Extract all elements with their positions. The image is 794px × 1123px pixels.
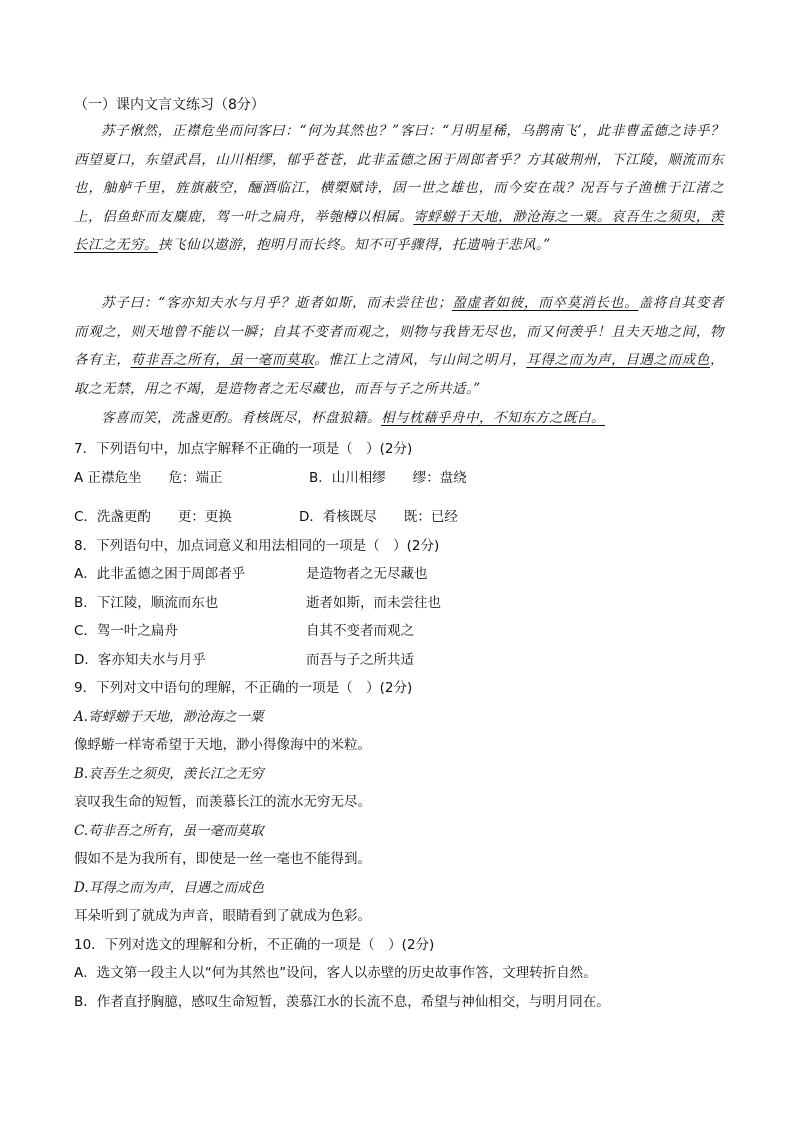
p1-text-a: 苏子愀然，正襟危坐而问客曰：“何为其然也？”客曰：“月明星稀，乌鹊南飞’，此非曹孟德之诗乎？西望夏口，东望武昌，山川相缪，郁乎苍苍，此非孟德之困于周郎者乎？方其破荆州，下江陵，顺流而东也，舳舻千里，旌旗蔽空，酾酒临江，横槊赋诗，固一世之雄也，而今安在哉？况吾与子渔樵于江渚之上，侣鱼虾而友麋鹿，驾一叶之扁舟，举匏樽以相属。 [74, 123, 724, 225]
q7-stem: 7．下列语句中，加点字解释不正确的一项是（ ）(2分) [74, 441, 413, 457]
passage-paragraph-3 [74, 404, 724, 433]
passage-paragraph-2 [74, 289, 724, 403]
q10-option-b[interactable]: B．作者直抒胸臆，感叹生命短暂，羡慕江水的长流不息，希望与神仙相交，与明月同在。 [74, 994, 610, 1010]
q8-a-right: 是造物者之无尽藏也 [306, 566, 428, 582]
q9-option-a-explain: 像蜉蝣一样寄希望于天地，渺小得像海中的米粒。 [74, 737, 371, 753]
q10-option-a[interactable]: A．选文第一段主人以“何为其然也”设问，客人以赤壁的历史故事作答，文理转折自然。 [74, 965, 597, 981]
p2-text-a: 苏子曰：“客亦知夫水与月乎？逝者如斯，而未尝往也； [101, 295, 452, 311]
p1-underlined-1: 寄蜉蝣于天地，渺沧海之一粟。哀吾生之须臾，羡长江之无穷。 [74, 208, 725, 253]
q7-row-2 [74, 505, 458, 525]
p2-text-c: 。惟江上之清风，与山间之明月， [314, 352, 527, 368]
q9-option-d-quote[interactable]: D.耳得之而为声，目遇之而成色 [74, 880, 265, 896]
p2-text-b: 盖将自其变者而观之，则天地曾不能以一瞬；自其不变者而观之，则物与我皆无尽也，而又何羡乎！且夫天地之间，物各有主， [74, 295, 725, 368]
q8-option-c[interactable] [74, 619, 414, 639]
q7-option-d[interactable]: D．肴核既尽 既：已经 [299, 509, 458, 525]
q9-stem: 9．下列对文中语句的理解，不正确的一项是（ ）(2分) [74, 680, 413, 696]
q8-a-left: A．此非孟德之困于周郎者乎 [74, 566, 246, 582]
q8-b-right: 逝者如斯，而未尝往也 [306, 595, 441, 611]
q8-option-a[interactable] [74, 562, 428, 582]
q8-option-d[interactable] [74, 648, 414, 668]
q9-option-c-quote[interactable]: C.苟非吾之所有，虽一毫而莫取 [74, 823, 264, 839]
q8-d-left: D．客亦知夫水与月乎 [74, 652, 206, 668]
section-heading: （一）课内文言文练习（8分） [74, 97, 265, 113]
q9-option-c-explain: 假如不是为我所有，即使是一丝一毫也不能得到。 [74, 851, 371, 867]
p2-text-d: ，取之无禁，用之不竭，是造物者之无尽藏也，而吾与子之所共适。” [74, 352, 725, 397]
q9-option-b-quote[interactable]: B.哀吾生之须臾，羡长江之无穷 [74, 766, 264, 782]
q7-option-c[interactable]: C．洗盏更酌 更：更换 [74, 509, 232, 525]
p2-underlined-2: 苟非吾之所有，虽一毫而莫取 [130, 352, 315, 368]
p2-underlined-1: 盈虚者如彼，而卒莫消长也。 [452, 295, 639, 311]
passage-paragraph-1 [74, 117, 724, 260]
q9-option-d-explain: 耳朵听到了就成为声音，眼睛看到了就成为色彩。 [74, 908, 371, 924]
q7-option-a[interactable]: A 正襟危坐 危：端正 [74, 470, 223, 486]
q8-stem: 8．下列语句中，加点词意义和用法相同的一项是（ ）(2分) [74, 538, 440, 554]
q7-row-1 [74, 466, 467, 486]
q9-option-a-quote[interactable]: A.寄蜉蝣于天地，渺沧海之一粟 [74, 709, 264, 725]
p3-text-a: 客喜而笑，洗盏更酌。肴核既尽，杯盘狼籍。 [101, 410, 381, 426]
p2-underlined-3: 耳得之而为声，目遇之而成色 [526, 352, 711, 368]
q8-b-left: B．下江陵，顺流而东也 [74, 595, 219, 611]
q7-option-b[interactable]: B．山川相缪 缪：盘绕 [309, 470, 467, 486]
q8-option-b[interactable] [74, 591, 441, 611]
p3-underlined-1: 相与枕藉乎舟中，不知东方之既白。 [381, 410, 605, 426]
q8-c-right: 自其不变者而观之 [306, 623, 414, 639]
q10-stem: 10．下列对选文的理解和分析，不正确的一项是（ ）(2分) [74, 937, 435, 953]
q8-c-left: C．驾一叶之扁舟 [74, 623, 178, 639]
q9-option-b-explain: 哀叹我生命的短暂，而羡慕长江的流水无穷无尽。 [74, 794, 371, 810]
q8-d-right: 而吾与子之所共适 [306, 652, 414, 668]
p1-text-b: 挟飞仙以遨游，抱明月而长终。知不可乎骤得，托遗响于悲风。” [158, 237, 551, 253]
